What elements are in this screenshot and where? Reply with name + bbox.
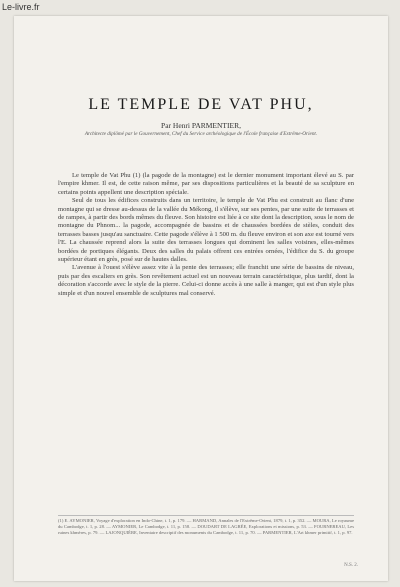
footnotes: (1) E. AYMONIER, Voyage d'exploration en Indo-Chine, t. 1, p. 179. — HARMAND, Annales de l'Extrême-Orient, 1879, t. 1, p. 352. — MOURA, Le royaume du Cambodge, t. 1, p. 28. — AYMONIER, Le Cambodge, t. 11, p. 158. — DOUDART DE LAGRÉE, Explorations et missions, p. 53. — FOURNEREAU, Les ruines khmères, p. 79. — LAJONQUIÈRE, Inventaire descriptif des monuments du Cambodge, t. 11, p. 70. — PARMENTIER, L'Art khmer primitif, t. 1, p. 97. [58, 518, 354, 535]
article-body [58, 172, 354, 298]
article-title: LE TEMPLE DE VAT PHU, [88, 96, 314, 113]
article-byline: Par Henri PARMENTIER, [161, 121, 241, 130]
paragraph: Le temple de Vat Phu (1) (la pagode de la montagne) est le dernier monument important élevé au S. par l'empire khmer. Il est, de cette raison même, par ses dispositions particulières et la beauté de sa sculpture en certains points appellent une description spéciale. [58, 172, 354, 196]
paragraph: L'avenue à l'ouest s'élève assez vite à la pente des terrasses; elle franchit une série de bassins de niveau, puis par des escaliers en grès. Son revêtement actuel est un nouveau terrain caractéristique, plus tardif, dont la décoration s'accorde avec le style de la pierre. Celui-ci donne accès à une salle à manger, qui est d'un style plus simple et d'un nouvel ensemble de sculptures mal conservé. [58, 264, 354, 297]
author-affiliation: Architecte diplômé par le Gouvernement, Chef du Service archéologique de l'École française d'Extrême-Orient. [84, 131, 318, 137]
page-signature: N.S. 2. [344, 563, 358, 568]
document-page [14, 16, 388, 581]
footnote-divider [58, 515, 354, 516]
paragraph: Seul de tous les édifices construits dans un territoire, le temple de Vat Phu est construit au flanc d'une montagne qui se dresse au-dessus de la vallée du Mékong, il s'élève, sur ses pentes, par une suite de terrasses et de rampes, à partir des bords mêmes du fleuve. Son histoire est liée à ce site dont la description, sous le nom de montagne du Phnom... la pagode, accompagnée de bassins et de chaussées bordées de stèles, conduit des terrasses basses jusqu'au sanctuaire. Cette pagode s'élève à 1 500 m. du fleuve environ et son axe est tourné vers l'E. La chaussée reprend alors la suite des terrasses longues qui dominent les salles voisines, elles-mêmes bordées de portiques élégants. Deux des salles du palais offrent ces entrées ornées, l'édifice du S. du groupe supérieur étant en grès, posé sur de hautes dalles. [58, 197, 354, 264]
watermark: Le-livre.fr [2, 2, 40, 12]
